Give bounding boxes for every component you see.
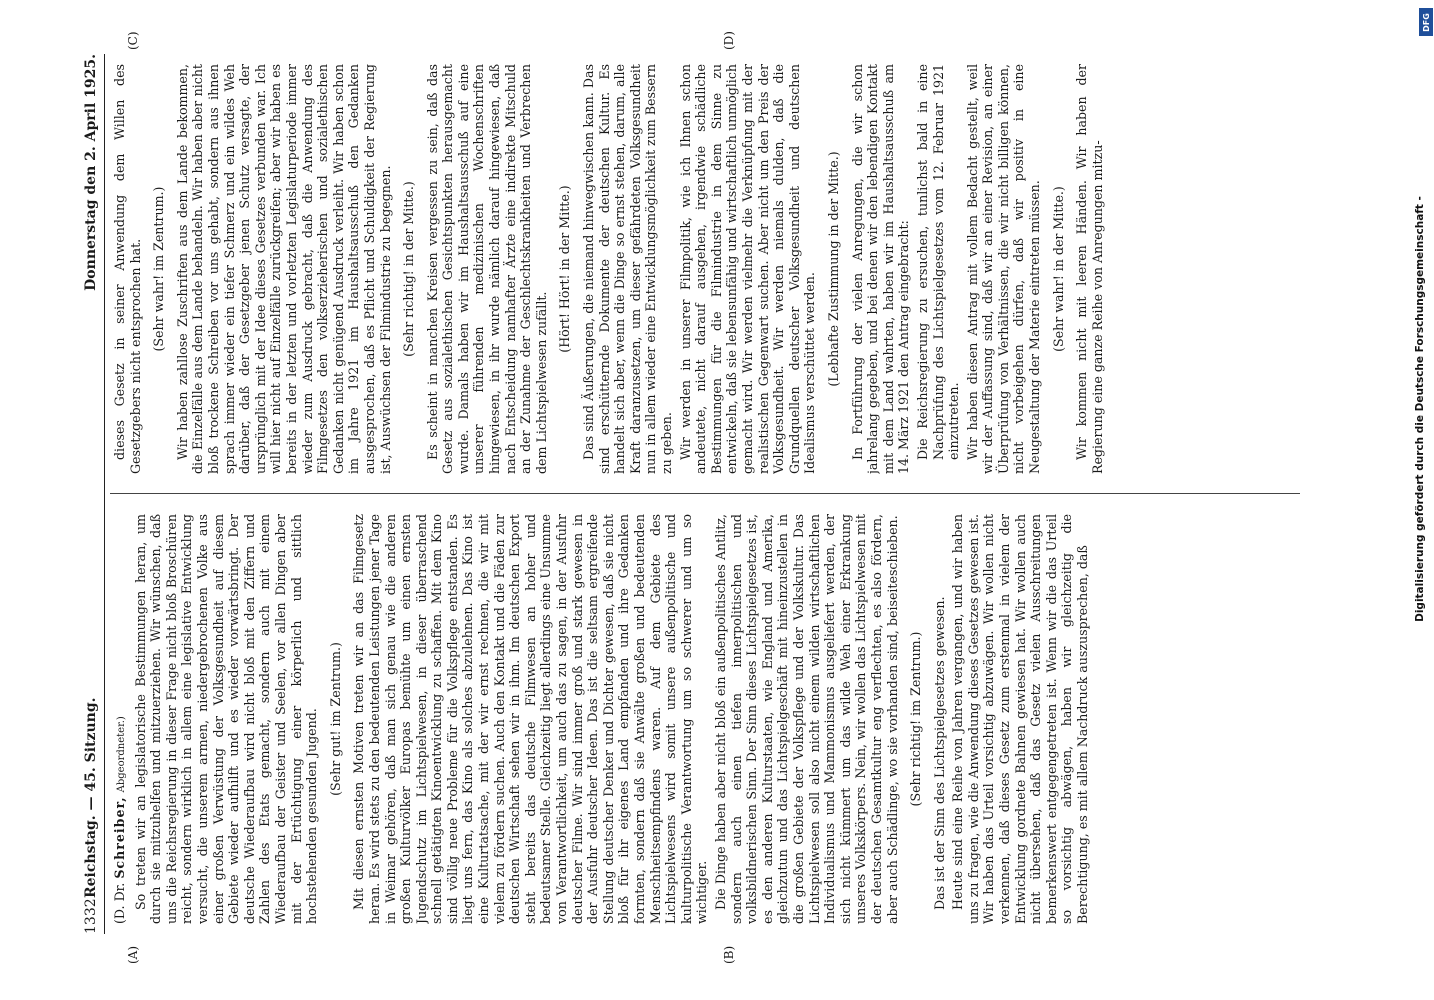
interjection: (Lebhafte Zustimmung in der Mitte.) (825, 151, 841, 387)
header-left-title: Reichstag. — 45. Sitzung. (83, 697, 99, 898)
dfg-logo: DFG (1419, 8, 1433, 36)
margin-mark-c: (C) (126, 31, 140, 50)
paragraph: Heute sind eine Reihe von Jahren vergangen, und wir haben uns zu fragen, wie die Anwendung dieses Gesetzes gewesen ist. Wir haben das Urteil vorsichtig abzuwägen. Wir wollen nicht verkennen, daß dieses Gesetz zum erstenmal in vielem der Entwicklung gordnete Bahnen gewiesen hat. Wir wollen auch nicht übersehen, daß das Gesetz vielen Ausschreitungen bemerkenswert entgegengetreten ist. Wenn wir die das Urteil so vorsichtig abwägen, haben wir gleichzeitig die Berechtigung, es mit allem Nachdruck auszusprechen, daß (950, 514, 1091, 924)
paragraph: Wir werden in unserer Filmpolitik, wie ich Ihnen schon andeutete, nicht darauf ausgehen, irgendwie schädliche Bestimmungen für die Filmindustrie in dem Sinne zu entwickeln, daß sie lebensunfähig und wirtschaftlich unmöglich gemacht wird. Wir werden vielmehr die Verknüpfung mit der realistischen Gegenwart suchen. Aber nicht um den Preis der Volksgesundheit. Wir werden niemals dulden, daß die Grundquellen deutscher Volksgesundheit und deutschen Idealismus verschüttet werden. (677, 64, 818, 474)
paragraph: dieses Gesetz in seiner Anwendung dem Willen des Gesetzgebers nicht entsprochen hat. (112, 64, 143, 474)
paragraph: So treten wir an legislatorische Bestimmungen heran, um durch sie mitzuhelfen und mitzuerziehen. Wir wünschen, daß uns die Reichsregierung in dieser Frage nicht bloß Broschüren reicht, sondern wirklich in allem eine legislative Entwicklung versucht, die unserem armen, niedergebrochenen Volke aus einer großen Verwüstung der Volksgesundheit auf diesem Gebiete wieder aufhilft und es wieder vorwärtsbringt. Der deutsche Wiederaufbau wird nicht bloß mit den Ziffern und Zahlen des Etats gemacht, sondern auch mit einem Wiederaufbau der Geister und Seelen, vor allen Dingen aber mit der Ertüchtigung einer körperlich und sittlich hochstehenden gesunden Jugend. (132, 514, 320, 924)
interjection: (Hört! Hört! in der Mitte.) (557, 185, 573, 353)
paragraph: In Fortführung der vielen Anregungen, die wir schon jahrelang gegeben, und bei denen wir den lebendigen Kontakt mit dem Land wahrten, haben wir im Haushaltsausschuß am 14. März 1921 den Antrag eingebracht: (849, 64, 912, 474)
left-column (112, 514, 1317, 924)
header-right-title: Donnerstag den 2. April 1925. (83, 54, 99, 291)
paragraph: Wir kommen nicht mit leeren Händen. Wir haben der Regierung eine ganze Reihe von Anregungen mitzu- (1074, 64, 1105, 474)
margin-mark-b: (B) (722, 945, 736, 964)
paragraph: Wir haben diesen Antrag mit vollem Bedacht gestellt, weil wir der Auffassung sind, daß wir an einer Revision, an einer Überprüfung von Verhältnissen, die wir nicht billigen können, nicht vorbeigehen dürfen, daß wir positiv in eine Neugestaltung der Materie eintreten müssen. (964, 64, 1043, 474)
interjection: (Sehr richtig! im Zentrum.) (908, 631, 924, 807)
right-column (112, 64, 1317, 474)
page-header (82, 54, 105, 934)
interjection: (Sehr wahr! in der Mitte.) (1050, 186, 1066, 352)
motion-quote: Die Reichsregierung zu ersuchen, tunlichst bald in eine Nachprüfung des Lichtspielgesetzes vom 12. Februar 1921 einzutreten. (914, 64, 962, 460)
column-divider (110, 493, 1300, 494)
interjection: (Sehr richtig! in der Mitte.) (401, 181, 417, 357)
scanned-page (82, 31, 1322, 964)
interjection: (Sehr wahr! im Zentrum.) (151, 186, 167, 352)
digitization-sidebar (1410, 8, 1430, 788)
speaker-role: Abgeordneter.) (116, 716, 127, 793)
page-number: 1332 (83, 898, 99, 934)
paragraph: Das sind Äußerungen, die niemand hinwegwischen kann. Das sind erschütternde Dokumente der deutschen Kultur. Es handelt sich aber, wenn die Dinge so ernst stehen, darum, alle Kraft daranzusetzen, um dieser gefährdeten Volksgesundheit nun in allem wieder eine Entwicklungsmöglichkeit zum Bessern zu geben. (581, 64, 674, 474)
paragraph: Es scheint in manchen Kreisen vergessen zu sein, daß das Gesetz aus sozialethischen Gesichtspunkten herausgemacht wurde. Damals haben wir im Haushaltsausschuß auf eine unserer führenden medizinischen Wochenschriften hingewiesen, in ihr wurde nämlich darauf hingewiesen, daß nach Entscheidung namhafter Ärzte eine indirekte Mitschuld an der Zunahme der Geschlechtskrankheiten und Verbrechen dem Lichtspielwesen zufällt. (424, 64, 549, 474)
paragraph: Die Dinge haben aber nicht bloß ein außenpolitisches Antlitz, sondern auch einen tiefen innerpolitischen und volksbildnerischen Sinn. Der Sinn dieses Lichtspielgesetzes ist, es den anderen Kulturstaaten, wie England und Amerika, gleichzutun und das Lichtspielgeschäft mit hineinzustellen in die großen Gebiete der Volkspflege und der Volkskultur. Das Lichtspielwesen soll also nicht einem wilden wirtschaftlichen Individualismus und Mammonismus ausgeliefert werden, der sich nicht kümmert um das wilde Weh einer Erkrankung unseres Volkskörpers. Nein, wir wollen das Lichtspielwesen mit der deutschen Gesamtkultur eng verflechten, es also fördern, aber auch Schädlinge, wo sie vorhanden sind, beiseiteschieben. (712, 514, 900, 924)
speaker-line (112, 514, 130, 924)
paragraph: Das ist der Sinn des Lichtspielgesetzes gewesen. (931, 596, 947, 910)
margin-mark-d: (D) (722, 31, 736, 50)
paragraph: Mit diesen ernsten Motiven treten wir an das Filmgesetz heran. Es wird stets zu den bedeutenden Leistungen jener Tage in Weimar gehören, daß man sich genau wie die anderen großen Kulturvölker Europas bemühte um einen ernsten Jugendschutz im Lichtspielwesen, in dieser überraschend schnell getätigten Kinoentwicklung zu schaffen. Mit dem Kino sind völlig neue Probleme für die Volkspflege entstanden. Es liegt uns fern, das Kino als solches abzulehnen. Das Kino ist eine Kulturtatsache, mit der wir ernst rechnen, die wir mit vielem zu fördern suchen. Auch den Kontakt und die Fäden zur deutschen Wirtschaft sehen wir in ihm. Im deutschen Export steht bereits das deutsche Filmwesen an hoher und bedeutsamer Stelle. Gleichzeitig liegt allerdings eine Unsumme von Verantwortlichkeit, um auch das zu sagen, in der Ausfuhr deutscher Filme. Wir sind immer groß und stark gewesen in der Ausfuhr deutscher Ideen. Das ist die seltsam ergreifende Stellung deutscher Denker und Dichter gewesen, daß sie nicht bloß für ihr eigenes Land empfanden und ihre Gedanken formten, sondern daß sie Anwälte großen und bedeutenden Menschheitsempfindens waren. Auf dem Gebiete des Lichtspielwesens wird somit unsere außenpolitische und kulturpolitische Verantwortung um so schwerer und um so wichtiger. (351, 514, 710, 924)
rotated-page (82, 31, 1322, 964)
interjection: (Sehr gut! im Zentrum.) (327, 642, 343, 796)
digitization-credit: Digitalisierung gefördert durch die Deutsche Forschungsgemeinschaft - (1414, 196, 1426, 622)
speaker-name: Schreiber, (112, 796, 127, 879)
speaker-prefix: (D. Dr. (112, 882, 127, 924)
paragraph: Wir haben zahllose Zuschriften aus dem Lande bekommen, die Einzelfälle aus dem Lande behandeln. Wir haben aber nicht bloß trockene Schreiben vor uns gehabt, sondern aus ihnen sprach immer wieder ein tiefer Schmerz und ein wildes Weh darüber, daß der Gesetzgeber jenen Schutz versagte, der ursprünglich mit der Idee dieses Gesetzes verbunden war. Ich will hier nicht auf Einzelfälle zurückgreifen; aber wir haben es bereits in der letzten und vorletzten Legislaturperiode immer wieder zum Ausdruck gebracht, daß die Anwendung des Filmgesetzes den volkserzieherischen und sozialethischen Gedanken nicht genügend Ausdruck verleiht. Wir haben schon im Jahre 1921 im Haushaltsausschuß den Gedanken ausgesprochen, daß es Pflicht und Schuldigkeit der Regierung ist, Auswüchsen der Filmindustrie zu begegnen. (174, 64, 393, 474)
margin-mark-a: (A) (126, 945, 140, 964)
